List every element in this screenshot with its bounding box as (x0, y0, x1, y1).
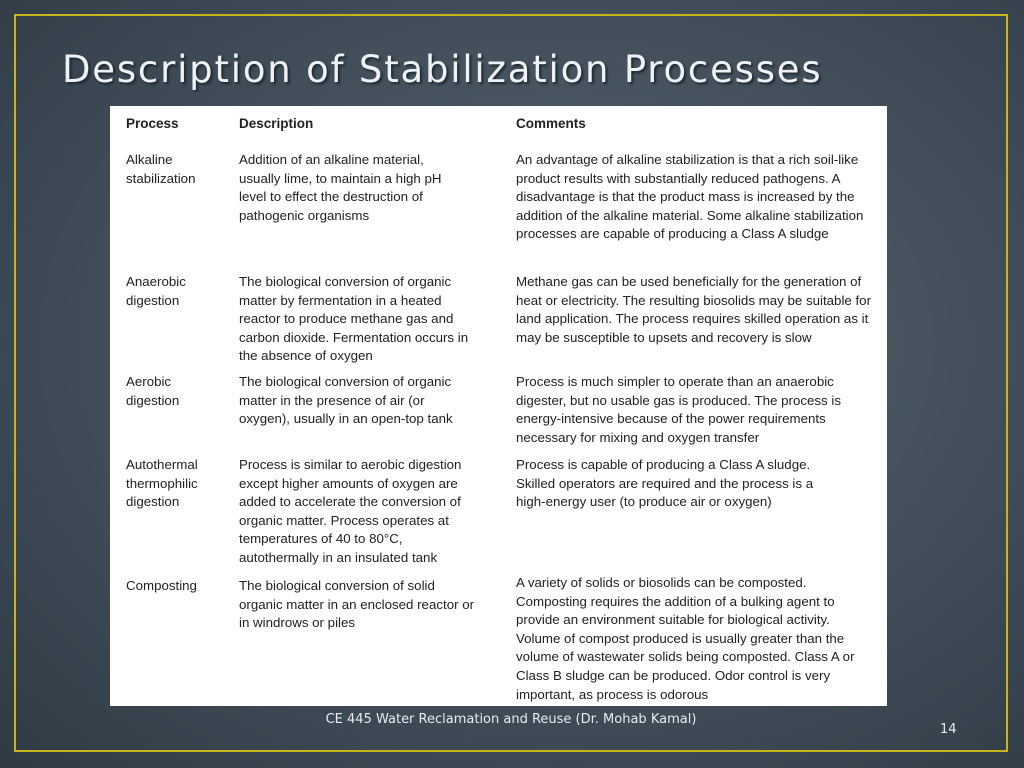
row-comments: An advantage of alkaline stabilization is that a rich soil-like product results with substantially reduced pathogens. A disadvantage is that the product mass is increased by the addition of the alkaline material. Some alkaline stabilization processes are capable of producing a Class A sludge (516, 152, 864, 242)
row-description: The biological conversion of organic matter by fermentation in a heated reactor to produce methane gas and carbon dioxide. Fermentation occurs in the absence of oxygen (239, 274, 469, 364)
header-description: Description (239, 116, 314, 131)
slide-title: Description of Stabilization Processes (62, 48, 823, 91)
row-process: Aerobic digestion (126, 374, 180, 408)
row-process: Composting (126, 578, 197, 593)
row-description: Process is similar to aerobic digestion except higher amounts of oxygen are added to accelerate the conversion of organic matter. Process operates at temperatures of 40 to 80°C, autothermally in an insulated tank (239, 457, 462, 565)
header-process: Process (126, 116, 179, 131)
row-description: The biological conversion of organic matter in the presence of air (or oxygen), usually in an open-top tank (239, 374, 453, 427)
slide-footer: CE 445 Water Reclamation and Reuse (Dr. Mohab Kamal) (325, 712, 697, 727)
row-process: Alkaline stabilization (126, 152, 196, 186)
row-process: Anaerobic digestion (126, 274, 186, 308)
header-comments: Comments (516, 116, 586, 131)
row-comments: Process is much simpler to operate than an anaerobic digester, but no usable gas is produced. The process is energy-intensive because of the power requirements necessary for mixing and oxygen transfer (516, 374, 841, 445)
row-description: Addition of an alkaline material, usually lime, to maintain a high pH level to effect the destruction of pathogenic organisms (239, 152, 442, 223)
row-description: The biological conversion of solid organic matter in an enclosed reactor or in windrows or piles (239, 578, 475, 631)
page-number: 14 (940, 722, 957, 737)
row-process: Autothermal thermophilic digestion (126, 457, 198, 510)
row-comments: Process is capable of producing a Class A sludge. Skilled operators are required and the process is a high-energy user (to produce air or oxygen) (516, 457, 814, 510)
process-table (110, 106, 887, 706)
row-comments: A variety of solids or biosolids can be composted. Composting requires the addition of a bulking agent to provide an environment suitable for biological activity. Volume of compost produced is usually greater than the volume of wastewater solids being composted. Class A or Class B sludge can be produced. Odor control is very important, as process is odorous (516, 575, 855, 702)
row-comments: Methane gas can be used beneficially for the generation of heat or electricity. The resulting biosolids may be suitable for land application. The process requires skilled operation as it may be susceptible to upsets and recovery is slow (516, 274, 872, 345)
